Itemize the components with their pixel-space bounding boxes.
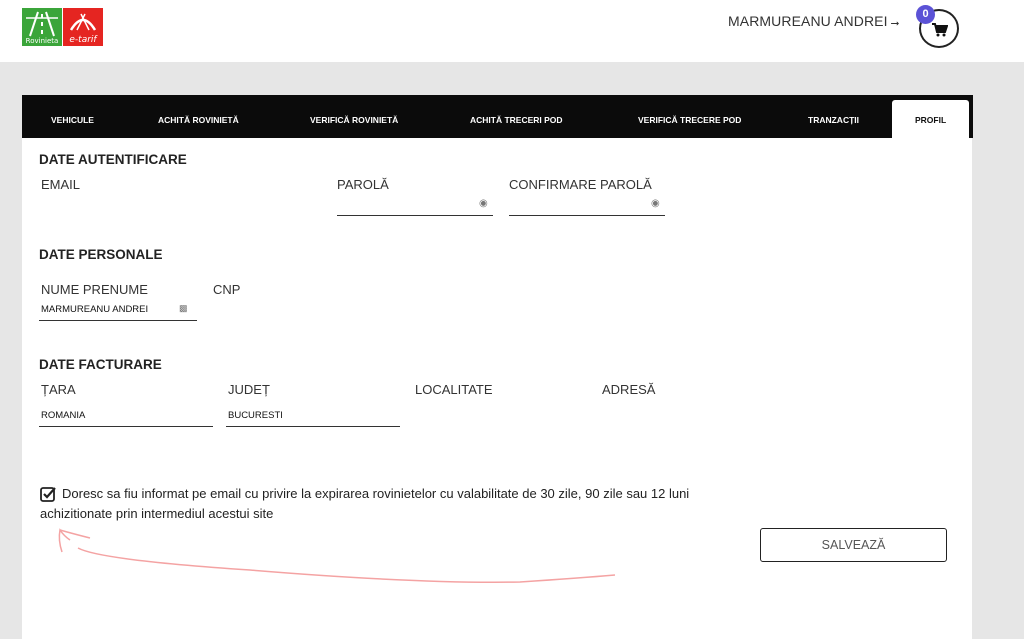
address-label: ADRESĂ <box>602 382 656 397</box>
cnp-label: CNP <box>213 282 241 297</box>
rovinieta-logo: Rovinieta <box>22 8 62 46</box>
country-value: ROMANIA <box>41 410 86 421</box>
etarif-logo: e-tarif <box>63 8 103 46</box>
name-value: MARMUREANU ANDREI <box>41 304 149 315</box>
county-value: BUCURESTI <box>228 410 283 421</box>
tab-tranzactii[interactable]: TRANZACȚII <box>808 115 859 125</box>
eye-icon[interactable]: ◉ <box>479 198 488 209</box>
tab-verifica-rovinieta[interactable]: VERIFICĂ ROVINIETĂ <box>310 115 399 125</box>
tab-achita-treceri-pod[interactable]: ACHITĂ TRECERI POD <box>470 115 563 125</box>
confirm-password-label: CONFIRMARE PAROLĂ <box>509 177 652 192</box>
cart-count-badge: 0 <box>916 5 935 24</box>
tab-vehicule[interactable]: VEHICULE <box>51 115 94 125</box>
email-label: EMAIL <box>41 177 81 192</box>
password-label: PAROLĂ <box>337 177 389 192</box>
save-button[interactable]: SALVEAZĂ <box>760 528 947 562</box>
billing-section-title: DATE FACTURARE <box>39 357 162 372</box>
email-notify-text: Doresc sa fiu informat pe email cu privire la expirarea rovinietelor cu valabilitate de 30 zile, 90 zile sau 12 luni achizitionate prin intermediul acestui site <box>40 486 690 521</box>
tab-profil-label: PROFIL <box>915 115 947 125</box>
city-label: LOCALITATE <box>415 382 493 397</box>
county-label: JUDEȚ <box>228 382 270 397</box>
tab-achita-rovinieta[interactable]: ACHITĂ ROVINIETĂ <box>158 115 239 125</box>
auth-section-title: DATE AUTENTIFICARE <box>39 152 187 167</box>
name-label: NUME PRENUME <box>41 282 148 297</box>
eye-icon[interactable]: ◉ <box>651 198 660 209</box>
country-label: ȚARA <box>41 382 76 397</box>
id-card-icon: ▩ <box>179 303 188 313</box>
user-name: MARMUREANU ANDREI <box>728 13 888 29</box>
personal-section-title: DATE PERSONALE <box>39 247 163 262</box>
tab-verifica-trecere-pod[interactable]: VERIFICĂ TRECERE POD <box>638 115 742 125</box>
logout-icon[interactable]: ⭢ <box>890 17 900 29</box>
